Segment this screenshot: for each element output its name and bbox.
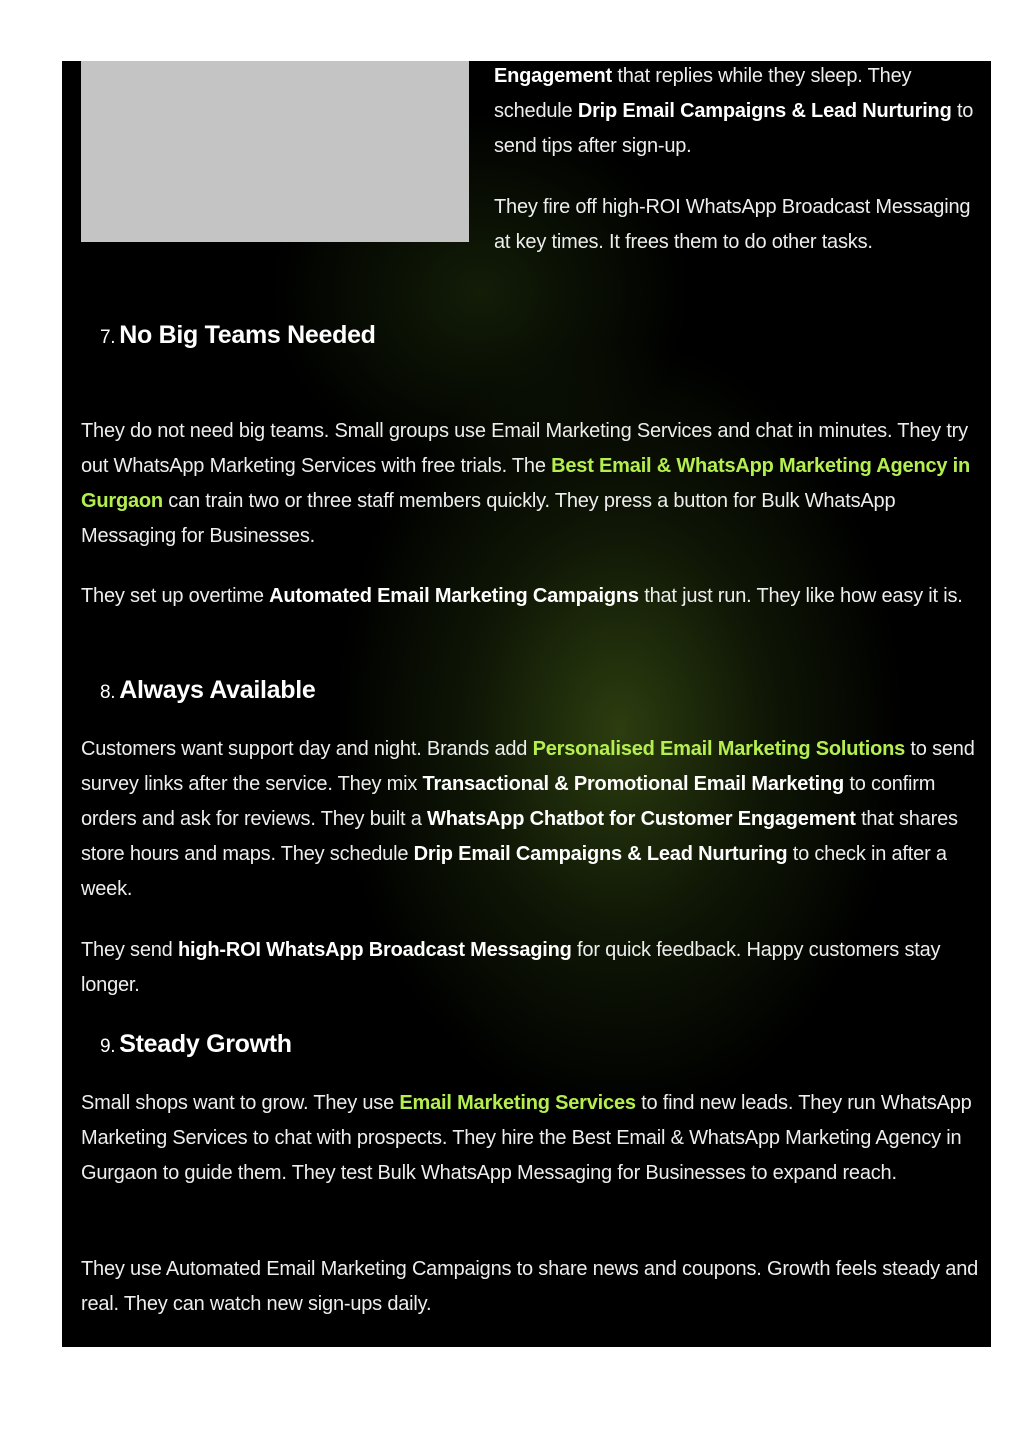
paragraph-top-2: They fire off high-ROI WhatsApp Broadcast Messaging at key times. It frees them to do other tasks. <box>494 196 971 253</box>
strong-text: Automated Email Marketing Campaigns <box>269 585 639 607</box>
strong-text: Transactional & Promotional Email Marketing <box>422 773 845 795</box>
paragraph-8-1: Customers want support day and night. Brands add Personalised Email Marketing Solutions to send survey links after the service. They mix Transactional & Promotional Email Marketing to confirm orders and ask for reviews. They built a WhatsApp Chatbot for Customer Engagement that shares store hours and maps. They schedule Drip Email Campaigns & Lead Nurturing to check in after a week. <box>81 738 975 900</box>
agency-link[interactable]: Best Email & WhatsApp Marketing Agency in Gurgaon <box>81 455 971 512</box>
section-heading-7: 7. No Big Teams Needed <box>100 321 376 349</box>
paragraph-7-2: They set up overtime Automated Email Marketing Campaigns that just run. They like how easy it is. <box>81 585 963 607</box>
list-number: 9. <box>100 1036 116 1057</box>
strong-text: high-ROI WhatsApp Broadcast Messaging <box>177 939 572 961</box>
list-number: 7. <box>100 327 116 348</box>
personalised-email-link[interactable]: Personalised Email Marketing Solutions <box>532 738 906 760</box>
strong-text: Drip Email Campaigns & Lead Nurturing <box>413 843 788 865</box>
section-heading-9: 9. Steady Growth <box>100 1030 292 1058</box>
paragraph-9-1: Small shops want to grow. They use Email Marketing Services to find new leads. They run WhatsApp Marketing Services to chat with prospects. They hire the Best Email & WhatsApp Marketing Agency in Gurgaon to guide them. They test Bulk WhatsApp Messaging for Businesses to expand reach. <box>81 1092 972 1184</box>
paragraph-top-1: Engagement that replies while they sleep. They schedule Drip Email Campaigns & Lead Nurturing to send tips after sign-up. <box>494 65 974 157</box>
section-heading-8: 8. Always Available <box>100 676 316 704</box>
strong-text: Engagement <box>494 65 613 87</box>
list-number: 8. <box>100 682 116 703</box>
email-services-link[interactable]: Email Marketing Services <box>399 1092 636 1114</box>
strong-text: WhatsApp Chatbot for Customer Engagement <box>427 808 856 830</box>
strong-text: Drip Email Campaigns & Lead Nurturing <box>577 100 952 122</box>
paragraph-9-2: They use Automated Email Marketing Campaigns to share news and coupons. Growth feels steady and real. They can watch new sign-ups daily. <box>81 1258 979 1315</box>
image-placeholder <box>81 61 469 242</box>
paragraph-8-2: They send high-ROI WhatsApp Broadcast Messaging for quick feedback. Happy customers stay longer. <box>81 939 941 996</box>
paragraph-7-1: They do not need big teams. Small groups use Email Marketing Services and chat in minutes. They try out WhatsApp Marketing Services with free trials. The Best Email & WhatsApp Marketing Agency in Gurgaon can train two or three staff members quickly. They press a button for Bulk WhatsApp Messaging for Businesses. <box>81 420 971 547</box>
article-panel <box>62 61 991 1347</box>
